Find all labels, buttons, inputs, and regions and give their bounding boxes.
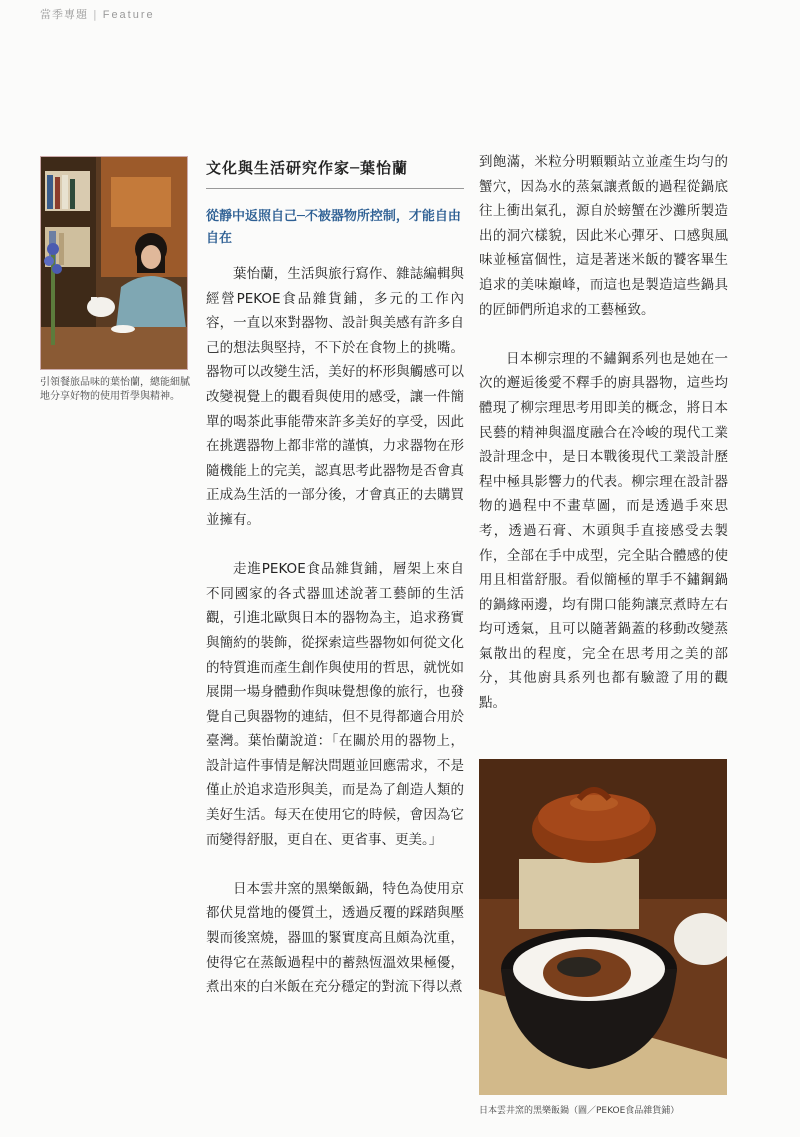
article-title: 文化與生活研究作家─葉怡蘭 [206,157,464,189]
section-header [40,6,155,22]
article-column-left [206,262,464,1000]
paragraph: 日本柳宗理的不鏽鋼系列也是她在一次的邂逅後愛不釋手的廚具器物，這些均體現了柳宗理思考用即美的概念，將日本民藝的精神與溫度融合在冷峻的現代工業設計理念中，是日本戰後現代工業設計歷程中極具影響力的代表。柳宗理在設計器物的過程中不畫草圖，而是透過手來思考，透過石膏、木頭與手直接感受去製作，全部在手中成型，完全貼合體感的使用且相當舒服。看似簡極的單手不鏽鋼鍋的鍋緣兩邊，均有開口能夠讓烹煮時左右均可透氣，且可以隨著鍋蓋的移動改變蒸氣散出的程度，完全在思考用之美的部分，其他廚具系列也都有驗證了用的觀點。 [479,350,728,712]
portrait-illustration [41,157,187,369]
portrait-caption: 引領餐旅品味的葉怡蘭，總能細膩地分享好物的使用哲學與精神。 [40,377,190,402]
portrait-photo [40,156,188,370]
article-subtitle: 從靜中返照自己─不被器物所控制，才能自由自在 [206,209,461,246]
rice-pot-caption: 日本雲井窯的黑樂飯鍋（圖／PEKOE食品雜貨鋪） [479,1106,680,1116]
section-label: 當季專題 [40,8,88,21]
article-column-right [479,150,728,716]
paragraph: 日本雲井窯的黑樂飯鍋，特色為使用京都伏見當地的優質土，透過反覆的踩踏與壓製而後窯燒，器皿的緊實度高且頗為沈重，使得它在蒸飯過程中的蓄熱恆溫效果極優，煮出來的白米飯在充分穩定的對流下得以煮 [206,880,464,996]
rice-pot-illustration [479,759,727,1095]
header-separator: | [93,8,98,21]
paragraph: 到飽滿，米粒分明顆顆站立並產生均勻的蟹穴，因為水的蒸氣讓煮飯的過程從鍋底往上衝出氣孔，源自於螃蟹在沙灘所製造出的洞穴樣貌，因此米心彈牙、口感與風味並極富個性，這是著迷米飯的饕客畢生追求的美味巔峰，而這也是製造這些鍋具的匠師們所追求的工藝極致。 [479,154,728,318]
paragraph: 走進PEKOE食品雜貨鋪，層架上來自不同國家的各式器皿述說著工藝師的生活觀，引進北歐與日本的器物為主，追求務實與簡約的裝飾，從探索這些器物如何從文化的特質進而產生創作與使用的哲思，就恍如展開一場身體動作與味覺想像的旅行，也發覺自己與器物的連結，但不見得都適合用於臺灣。葉怡蘭說道：「在關於用的器物上，設計這件事情是解決問題並回應需求，不是僅止於追求造形與美，而是為了創造人類的美好生活。每天在使用它的時候，會因為它而變得舒服，更自在、更省事、更美。」 [206,561,464,848]
paragraph: 葉怡蘭，生活與旅行寫作、雜誌編輯與經營PEKOE食品雜貨鋪，多元的工作內容，一直以來對器物、設計與美感有許多自己的想法與堅持，不下於在食物上的挑嘴。器物可以改變生活，美好的杯形與觸感可以改變視覺上的觀看與使用的感受，讓一件簡單的喝茶此事能帶來許多美好的享受，因此在挑選器物上都非常的謹慎，力求器物在形隨機能上的完美，認真思考此器物是否會真正成為生活的一部分後，才會真正的去購買並擁有。 [206,266,464,528]
rice-pot-photo [479,759,727,1095]
section-label-en: Feature [102,9,155,21]
